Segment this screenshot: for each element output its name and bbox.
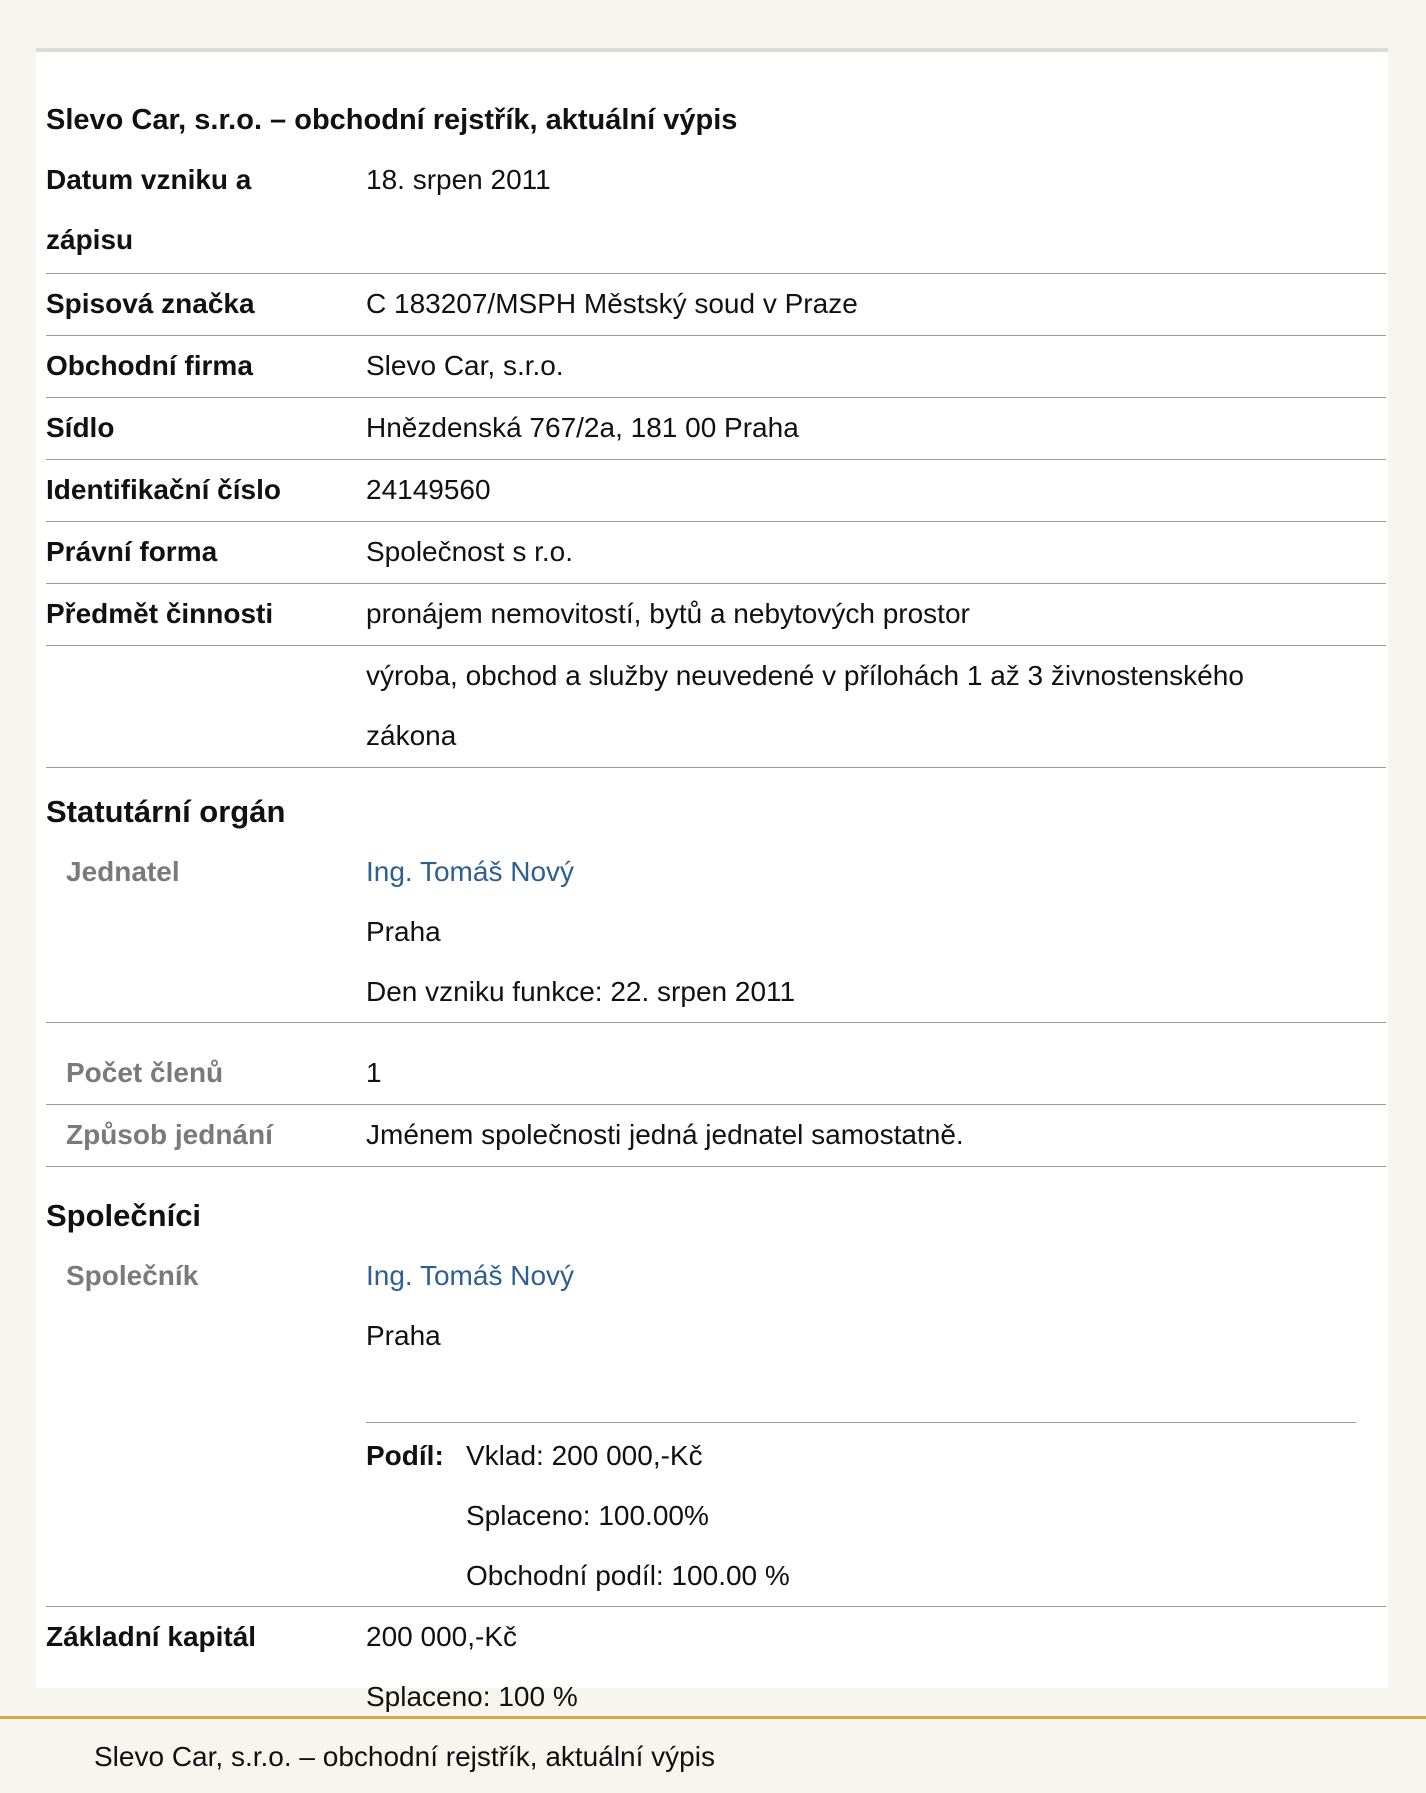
datum-value: 18. srpen 2011 bbox=[366, 164, 551, 195]
jednatel-since: Den vzniku funkce: 22. srpen 2011 bbox=[366, 976, 796, 1007]
row-predmet-2 bbox=[46, 646, 1386, 768]
podil-vklad: Vklad: 200 000,-Kč bbox=[466, 1440, 703, 1471]
forma-value: Společnost s r.o. bbox=[366, 536, 574, 567]
kapital-label: Základní kapitál bbox=[46, 1621, 257, 1652]
footer bbox=[0, 1716, 1426, 1793]
row-predmet bbox=[46, 584, 1386, 646]
firma-value: Slevo Car, s.r.o. bbox=[366, 350, 564, 381]
row-datum bbox=[46, 150, 1386, 274]
jednatel-name-link[interactable]: Ing. Tomáš Nový bbox=[366, 856, 575, 887]
page-title: Slevo Car, s.r.o. – obchodní rejstřík, aktuální výpis bbox=[46, 104, 738, 136]
row-jednatel bbox=[46, 842, 1386, 1023]
row-spisova bbox=[46, 274, 1386, 336]
section-statutarni: Statutární orgán bbox=[46, 794, 286, 829]
datum-label-1: Datum vzniku a bbox=[46, 164, 252, 195]
row-kapital bbox=[46, 1607, 1386, 1728]
row-zpusob bbox=[46, 1105, 1386, 1167]
predmet-label: Předmět činnosti bbox=[46, 598, 274, 629]
row-ico bbox=[46, 460, 1386, 522]
forma-label: Právní forma bbox=[46, 536, 218, 567]
pocet-label: Počet členů bbox=[66, 1057, 224, 1088]
spisova-label: Spisová značka bbox=[46, 288, 255, 319]
spisova-value: C 183207/MSPH Městský soud v Praze bbox=[366, 288, 858, 319]
row-pocet bbox=[46, 1023, 1386, 1105]
zpusob-label: Způsob jednání bbox=[66, 1119, 273, 1150]
spolecnik-city: Praha bbox=[366, 1320, 441, 1351]
podil-splaceno: Splaceno: 100.00% bbox=[466, 1500, 709, 1531]
ico-label: Identifikační číslo bbox=[46, 474, 281, 505]
podil-obchodni: Obchodní podíl: 100.00 % bbox=[466, 1560, 790, 1591]
datum-label-2: zápisu bbox=[46, 224, 134, 255]
ico-value: 24149560 bbox=[366, 474, 491, 505]
podil-divider bbox=[366, 1422, 1356, 1423]
spolecnik-label: Společník bbox=[66, 1260, 199, 1291]
predmet-value-3: zákona bbox=[366, 720, 457, 751]
predmet-value-1: pronájem nemovitostí, bytů a nebytových prostor bbox=[366, 598, 970, 629]
row-forma bbox=[46, 522, 1386, 584]
predmet-value-2: výroba, obchod a služby neuvedené v přílohách 1 až 3 živnostenského bbox=[366, 660, 1244, 691]
kapital-value: 200 000,-Kč bbox=[366, 1621, 517, 1652]
row-firma bbox=[46, 336, 1386, 398]
firma-label: Obchodní firma bbox=[46, 350, 253, 381]
podil-label: Podíl: bbox=[366, 1440, 444, 1471]
row-spolecnik bbox=[46, 1246, 1386, 1607]
row-sidlo bbox=[46, 398, 1386, 460]
jednatel-label: Jednatel bbox=[66, 856, 180, 887]
footer-text: Slevo Car, s.r.o. – obchodní rejstřík, aktuální výpis bbox=[94, 1741, 715, 1772]
sidlo-value: Hnězdenská 767/2a, 181 00 Praha bbox=[366, 412, 799, 443]
spolecnik-name-link[interactable]: Ing. Tomáš Nový bbox=[366, 1260, 575, 1291]
kapital-splaceno: Splaceno: 100 % bbox=[366, 1681, 578, 1712]
register-card bbox=[36, 48, 1388, 1712]
zpusob-value: Jménem společnosti jedná jednatel samostatně. bbox=[366, 1119, 964, 1150]
pocet-value: 1 bbox=[366, 1057, 382, 1088]
jednatel-city: Praha bbox=[366, 916, 441, 947]
section-spolecnici: Společníci bbox=[46, 1198, 202, 1233]
sidlo-label: Sídlo bbox=[46, 412, 115, 443]
